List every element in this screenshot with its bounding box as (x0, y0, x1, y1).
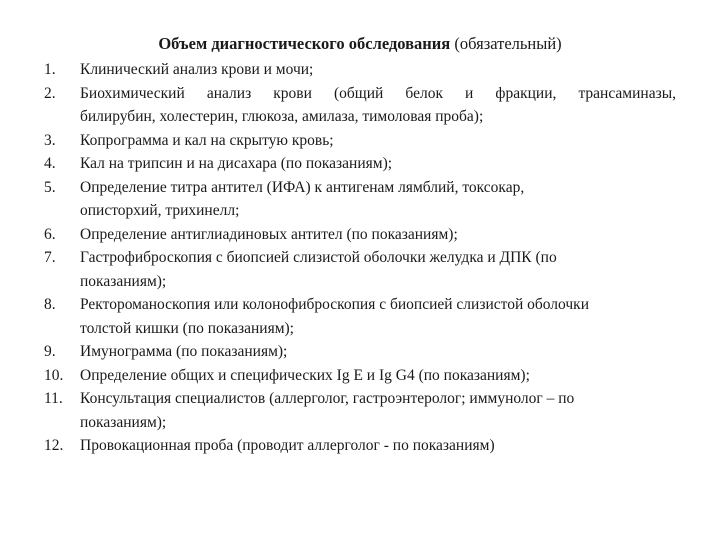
list-item-4 (44, 152, 676, 176)
item-number: 1. (44, 61, 56, 78)
item-text-cont: показаниям); (80, 272, 167, 290)
item-number: 5. (44, 178, 56, 196)
item-text: Определение общих и специфических Ig E и Ig G4 (по показаниям); (80, 366, 530, 384)
item-number: 3. (44, 131, 56, 149)
list-item-11 (44, 387, 676, 434)
item-text: Определение титра антител (ИФА) к антигенам лямблий, токсокар, (80, 178, 525, 196)
list-item-1 (44, 58, 676, 82)
list-item-9 (44, 340, 676, 364)
item-number: 6. (44, 225, 56, 243)
item-number: 2. (44, 84, 56, 102)
item-text-cont: описторхий, трихинелл; (80, 202, 240, 219)
list-item-7 (44, 246, 676, 293)
item-text: Консультация специалистов (аллерголог, гастроэнтеролог; иммунолог – по (80, 390, 575, 407)
item-text: Гастрофиброскопия с биопсией слизистой оболочки желудка и ДПК (по (80, 249, 557, 266)
item-number: 9. (44, 343, 56, 360)
list-item-10 (44, 364, 676, 388)
item-number: 11. (44, 390, 63, 407)
item-text: Копрограмма и кал на скрытую кровь; (80, 131, 334, 149)
list-item-3 (44, 129, 676, 153)
list-item-8 (44, 293, 676, 340)
item-number: 8. (44, 296, 56, 313)
item-text: Биохимический анализ крови (общий белок и фракции, трансаминазы, (80, 84, 676, 102)
list-item-2 (44, 82, 676, 129)
page-title (0, 34, 720, 54)
item-number: 10. (44, 366, 64, 384)
exam-list (44, 58, 676, 458)
title-note: (обязательный) (454, 34, 562, 53)
title-bold: Объем диагностического обследования (158, 34, 451, 53)
list-item-6 (44, 223, 676, 247)
item-text: Клинический анализ крови и мочи; (80, 61, 314, 78)
item-text: Провокационная проба (проводит аллерголог - по показаниям) (80, 437, 495, 454)
item-text: Кал на трипсин и на дисахара (по показаниям); (80, 155, 393, 172)
item-number: 7. (44, 249, 56, 266)
item-text: Имунограмма (по показаниям); (80, 343, 288, 360)
item-number: 12. (44, 437, 64, 454)
item-text-cont: толстой кишки (по показаниям); (80, 319, 294, 337)
item-text: Ректороманоскопия или колонофиброскопия с биопсией слизистой оболочки (80, 296, 590, 313)
item-text-cont: билирубин, холестерин, глюкоза, амилаза, тимоловая проба); (80, 108, 484, 125)
item-number: 4. (44, 155, 56, 172)
item-text: Определение антиглиадиновых антител (по показаниям); (80, 225, 458, 243)
item-text-cont: показаниям); (80, 413, 167, 431)
list-item-5 (44, 176, 676, 223)
list-item-12 (44, 434, 676, 458)
